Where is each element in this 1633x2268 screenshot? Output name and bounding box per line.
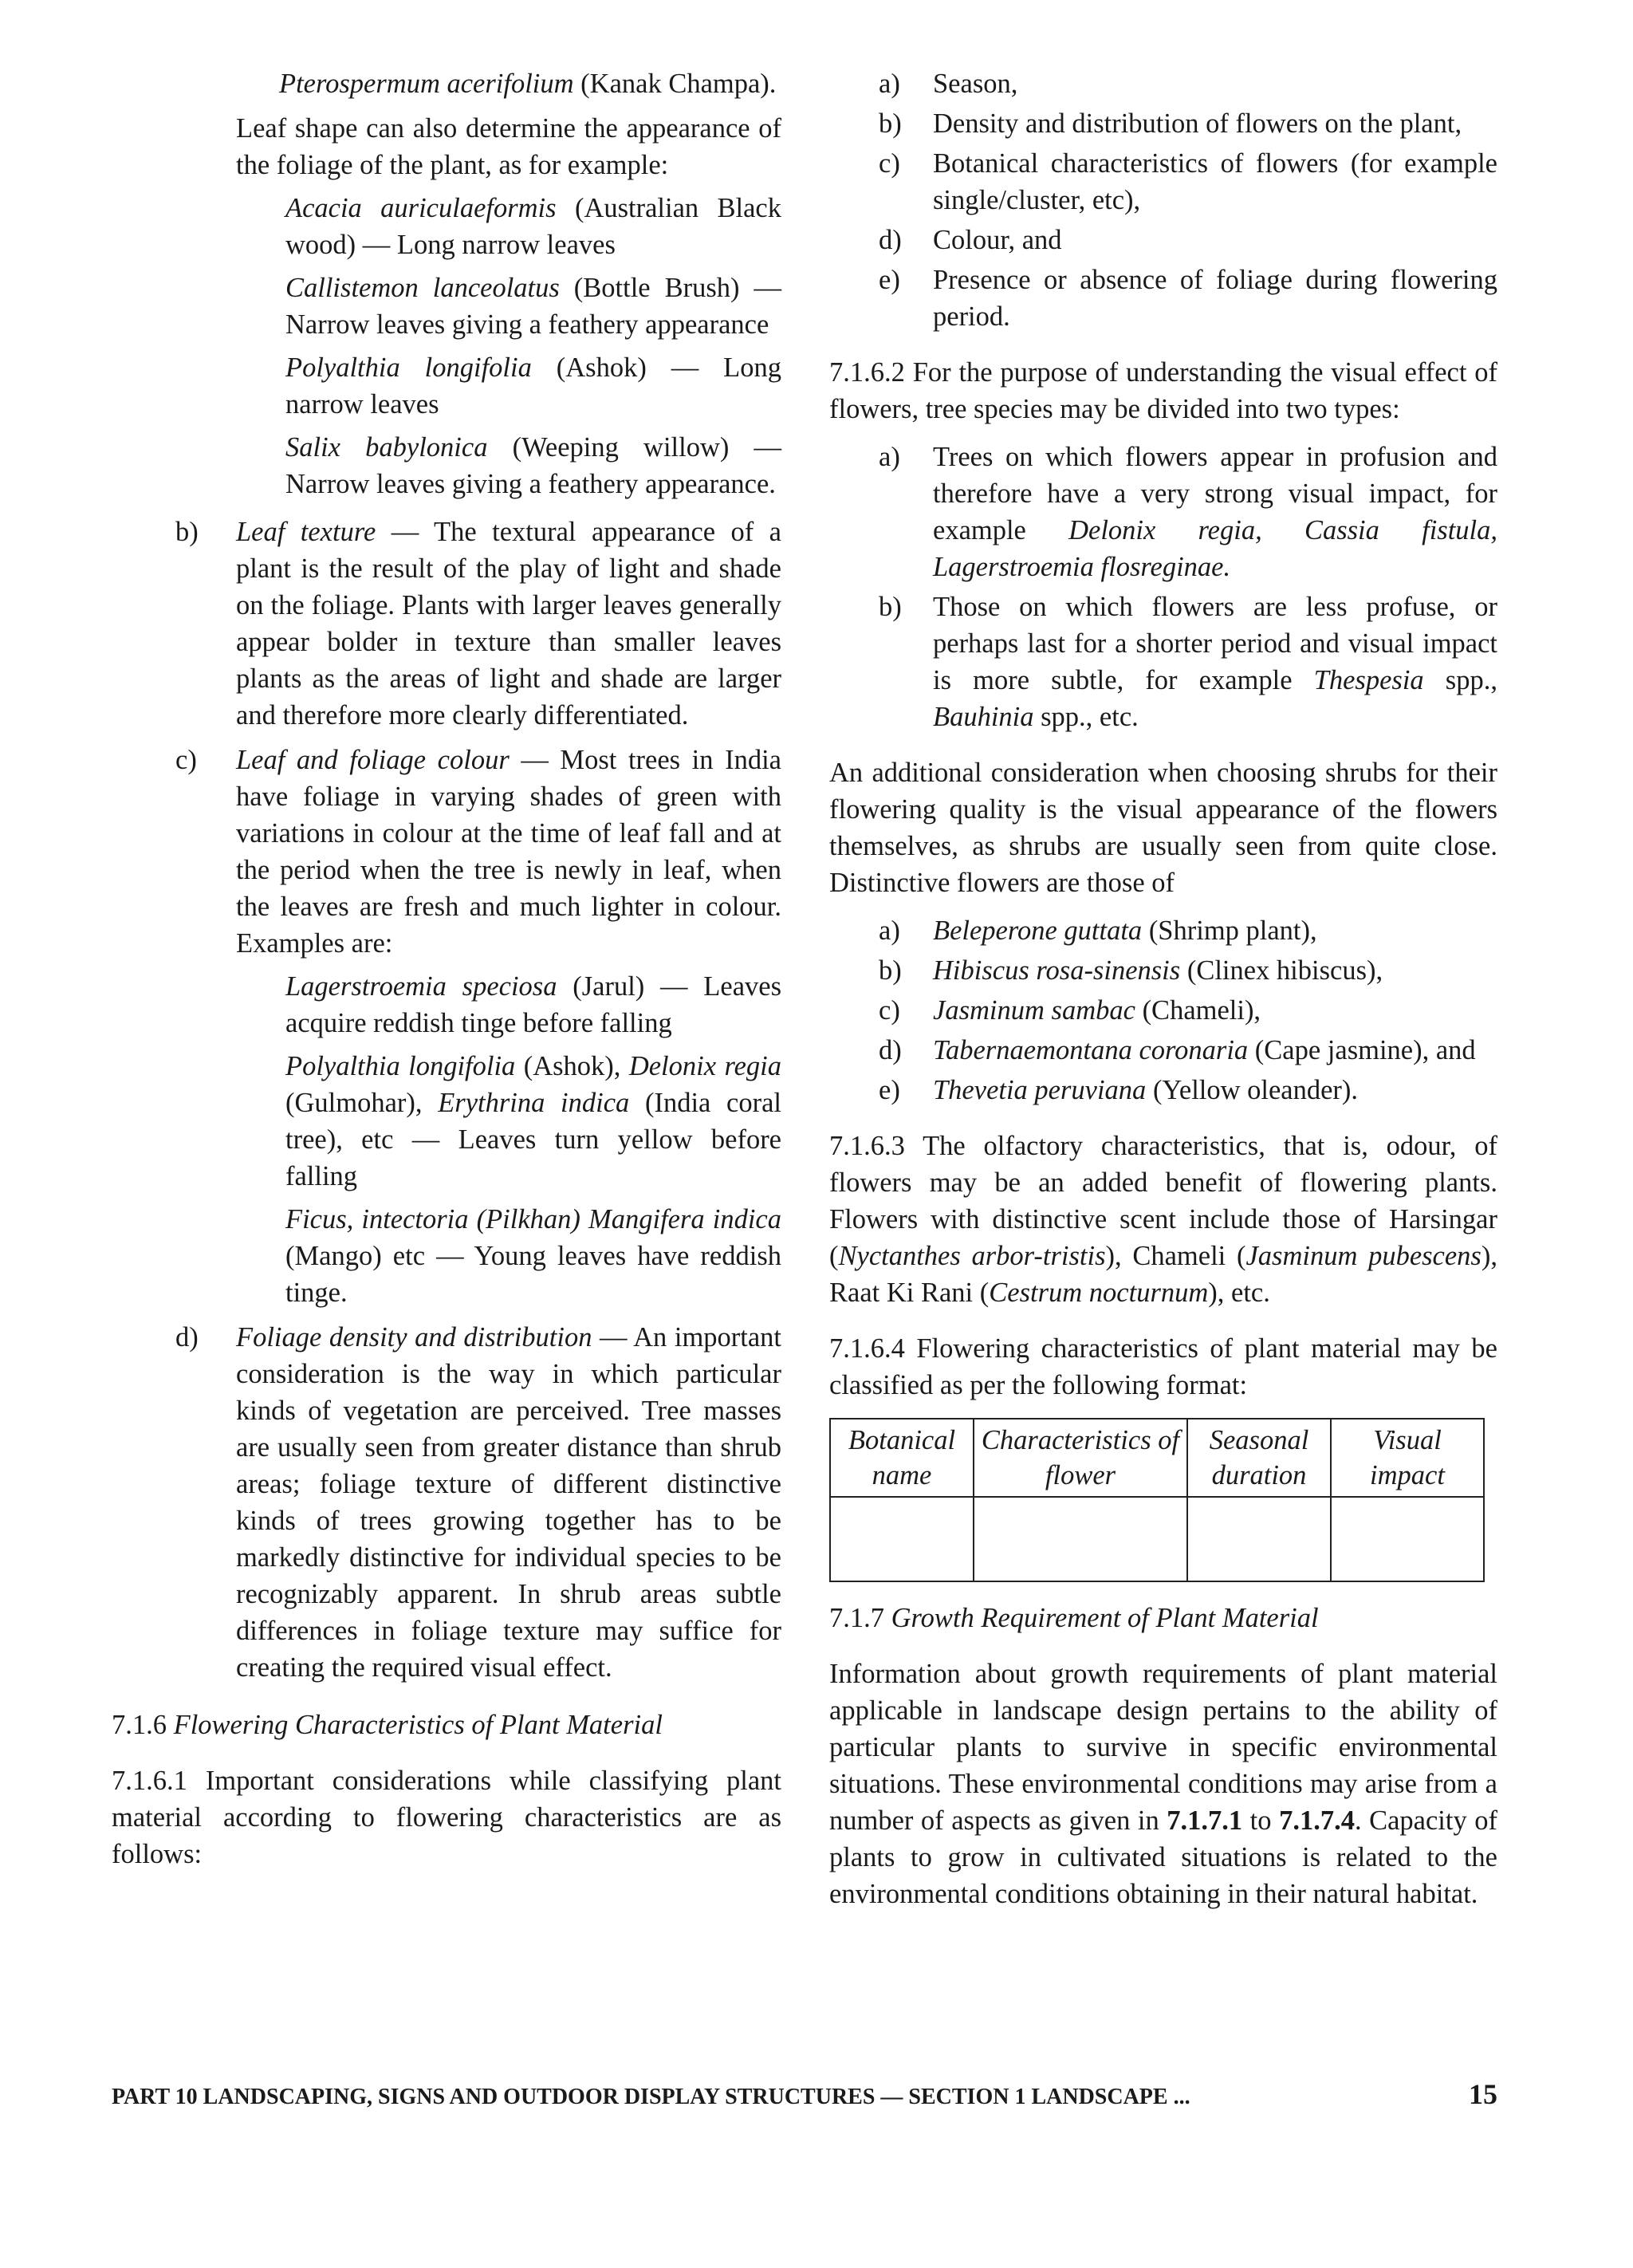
table-header: Visual impact [1331, 1419, 1484, 1497]
leaf-shape-intro: Leaf shape can also determine the appearance of the foliage of the plant, as for example: [236, 113, 781, 180]
consideration-item: c) Botanical characteristics of flowers (for example single/cluster, etc), [879, 148, 1497, 215]
colour-example: Polyalthia longifolia (Ashok), Delonix regia (Gulmohar), Erythrina indica (India coral tree), etc — Leaves turn yellow before falling [285, 1051, 781, 1191]
shrub-item: a) Beleperone guttata (Shrimp plant), [879, 915, 1317, 946]
table-header: Characteristics of flower [974, 1419, 1187, 1497]
table-header: Botanical name [830, 1419, 974, 1497]
footer-title: PART 10 LANDSCAPING, SIGNS AND OUTDOOR DISPLAY STRUCTURES — SECTION 1 LANDSCAPE ... [112, 2085, 1190, 2109]
left-column [112, 65, 781, 1872]
colour-example: Lagerstroemia speciosa (Jarul) — Leaves acquire reddish tinge before falling [285, 971, 781, 1038]
section-heading-717: 7.1.7 Growth Requirement of Plant Material [829, 1603, 1319, 1633]
section-heading-716: 7.1.6 Flowering Characteristics of Plant Material [112, 1710, 663, 1740]
shrubs-paragraph: An additional consideration when choosing shrubs for their flowering quality is the visual appearance of the flowers themselves, as shrubs are usually seen from quite close. Distinctive flowers are those of [829, 758, 1497, 898]
colour-example: Ficus, intectoria (Pilkhan) Mangifera indica (Mango) etc — Young leaves have reddish tinge. [285, 1204, 781, 1308]
leaf-colour-item [112, 742, 781, 1311]
paragraph-717: Information about growth requirements of plant material applicable in landscape design pertains to the ability of particular plants to survive in specific environmental situations. These environmental conditions may arise from a number of aspects as given in 7.1.7.1 to 7.1.7.4. Capacity of plants to grow in cultivated situations is related to the environmental conditions obtaining in their natural habitat. [829, 1659, 1498, 1909]
paragraph-7161: 7.1.6.1 Important considerations while classifying plant material according to flowering characteristics are as follows: [112, 1766, 781, 1869]
shrub-item: d) Tabernaemontana coronaria (Cape jasmine), and [879, 1035, 1476, 1065]
shape-example: Acacia auriculaeformis (Australian Black wood) — Long narrow leaves [285, 193, 781, 260]
list-marker: c) [175, 745, 197, 775]
leaf-colour-text: Leaf and foliage colour — Most trees in India have foliage in varying shades of green with variations in colour at the time of leaf fall and at the period when the tree is newly in leaf, when the leaves are fresh and much lighter in colour. Examples are: [236, 745, 781, 959]
consideration-item: e) Presence or absence of foliage during flowering period. [879, 265, 1497, 332]
list-marker: b) [175, 517, 199, 547]
page-footer [112, 2078, 1497, 2113]
paragraph-7162: 7.1.6.2 For the purpose of understanding the visual effect of flowers, tree species may be divided into two types: [829, 357, 1497, 424]
table-header: Seasonal duration [1187, 1419, 1331, 1497]
shape-example: Polyalthia longifolia (Ashok) — Long narrow leaves [285, 352, 781, 419]
consideration-item: a) Season, [879, 69, 1018, 99]
consideration-item: d) Colour, and [879, 225, 1062, 255]
tree-type-item: b) Those on which flowers are less profuse, or perhaps last for a shorter period and visual impact is more subtle, for example Thespesia spp., Bauhinia spp., etc. [879, 592, 1497, 732]
leaf-texture-item: b) Leaf texture — The textural appearance of a plant is the result of the play of light and shade on the foliage. Plants with larger leaves generally appear bolder in texture than smaller leaves plants as the areas of light and shade are larger and therefore more clearly differentiated. [112, 514, 781, 734]
foliage-density-item: d) Foliage density and distribution — An important consideration is the way in which particular kinds of vegetation are perceived. Tree masses are usually seen from greater distance than shrub areas; foliage texture of different distinctive kinds of trees growing together has to be markedly distinctive for individual species to be recognizably apparent. In shrub areas subtle differences in foliage texture may suffice for creating the required visual effect. [112, 1319, 781, 1686]
list-marker: d) [175, 1322, 199, 1353]
shrub-item: c) Jasminum sambac (Chameli), [879, 995, 1261, 1026]
consideration-item: b) Density and distribution of flowers on the plant, [879, 108, 1462, 139]
paragraph-7164: 7.1.6.4 Flowering characteristics of plant material may be classified as per the following format: [829, 1333, 1497, 1400]
continued-example: Pterospermum acerifolium (Kanak Champa). [279, 69, 777, 99]
right-column [829, 65, 1497, 1912]
tree-type-item: a) Trees on which flowers appear in profusion and therefore have a very strong visual impact, for example Delonix regia, Cassia fistula, Lagerstroemia flosreginae. [879, 442, 1498, 582]
leaf-shape-block [112, 110, 781, 502]
flowering-format-table [829, 1418, 1485, 1582]
table-header-row [830, 1419, 1484, 1497]
shrub-item: b) Hibiscus rosa-sinensis (Clinex hibiscus), [879, 955, 1383, 986]
table-cell [1187, 1497, 1331, 1581]
shrub-item: e) Thevetia peruviana (Yellow oleander). [879, 1075, 1359, 1105]
table-cell [1331, 1497, 1484, 1581]
table-row [830, 1497, 1484, 1581]
shape-example: Callistemon lanceolatus (Bottle Brush) — Narrow leaves giving a feathery appearance [285, 273, 781, 340]
shrub-list [829, 912, 1497, 1108]
paragraph-7163: 7.1.6.3 The olfactory characteristics, that is, odour, of flowers may be an added benefit of flowering plants. Flowers with distinctive scent include those of Harsingar (Nyctanthes arbor-tristis), Chameli (Jasminum pubescens), Raat Ki Rani (Cestrum nocturnum), etc. [829, 1131, 1497, 1308]
page-number: 15 [1469, 2078, 1497, 2110]
shape-example: Salix babylonica (Weeping willow) — Narrow leaves giving a feathery appearance. [285, 432, 782, 499]
table-cell [830, 1497, 974, 1581]
table-cell [974, 1497, 1187, 1581]
